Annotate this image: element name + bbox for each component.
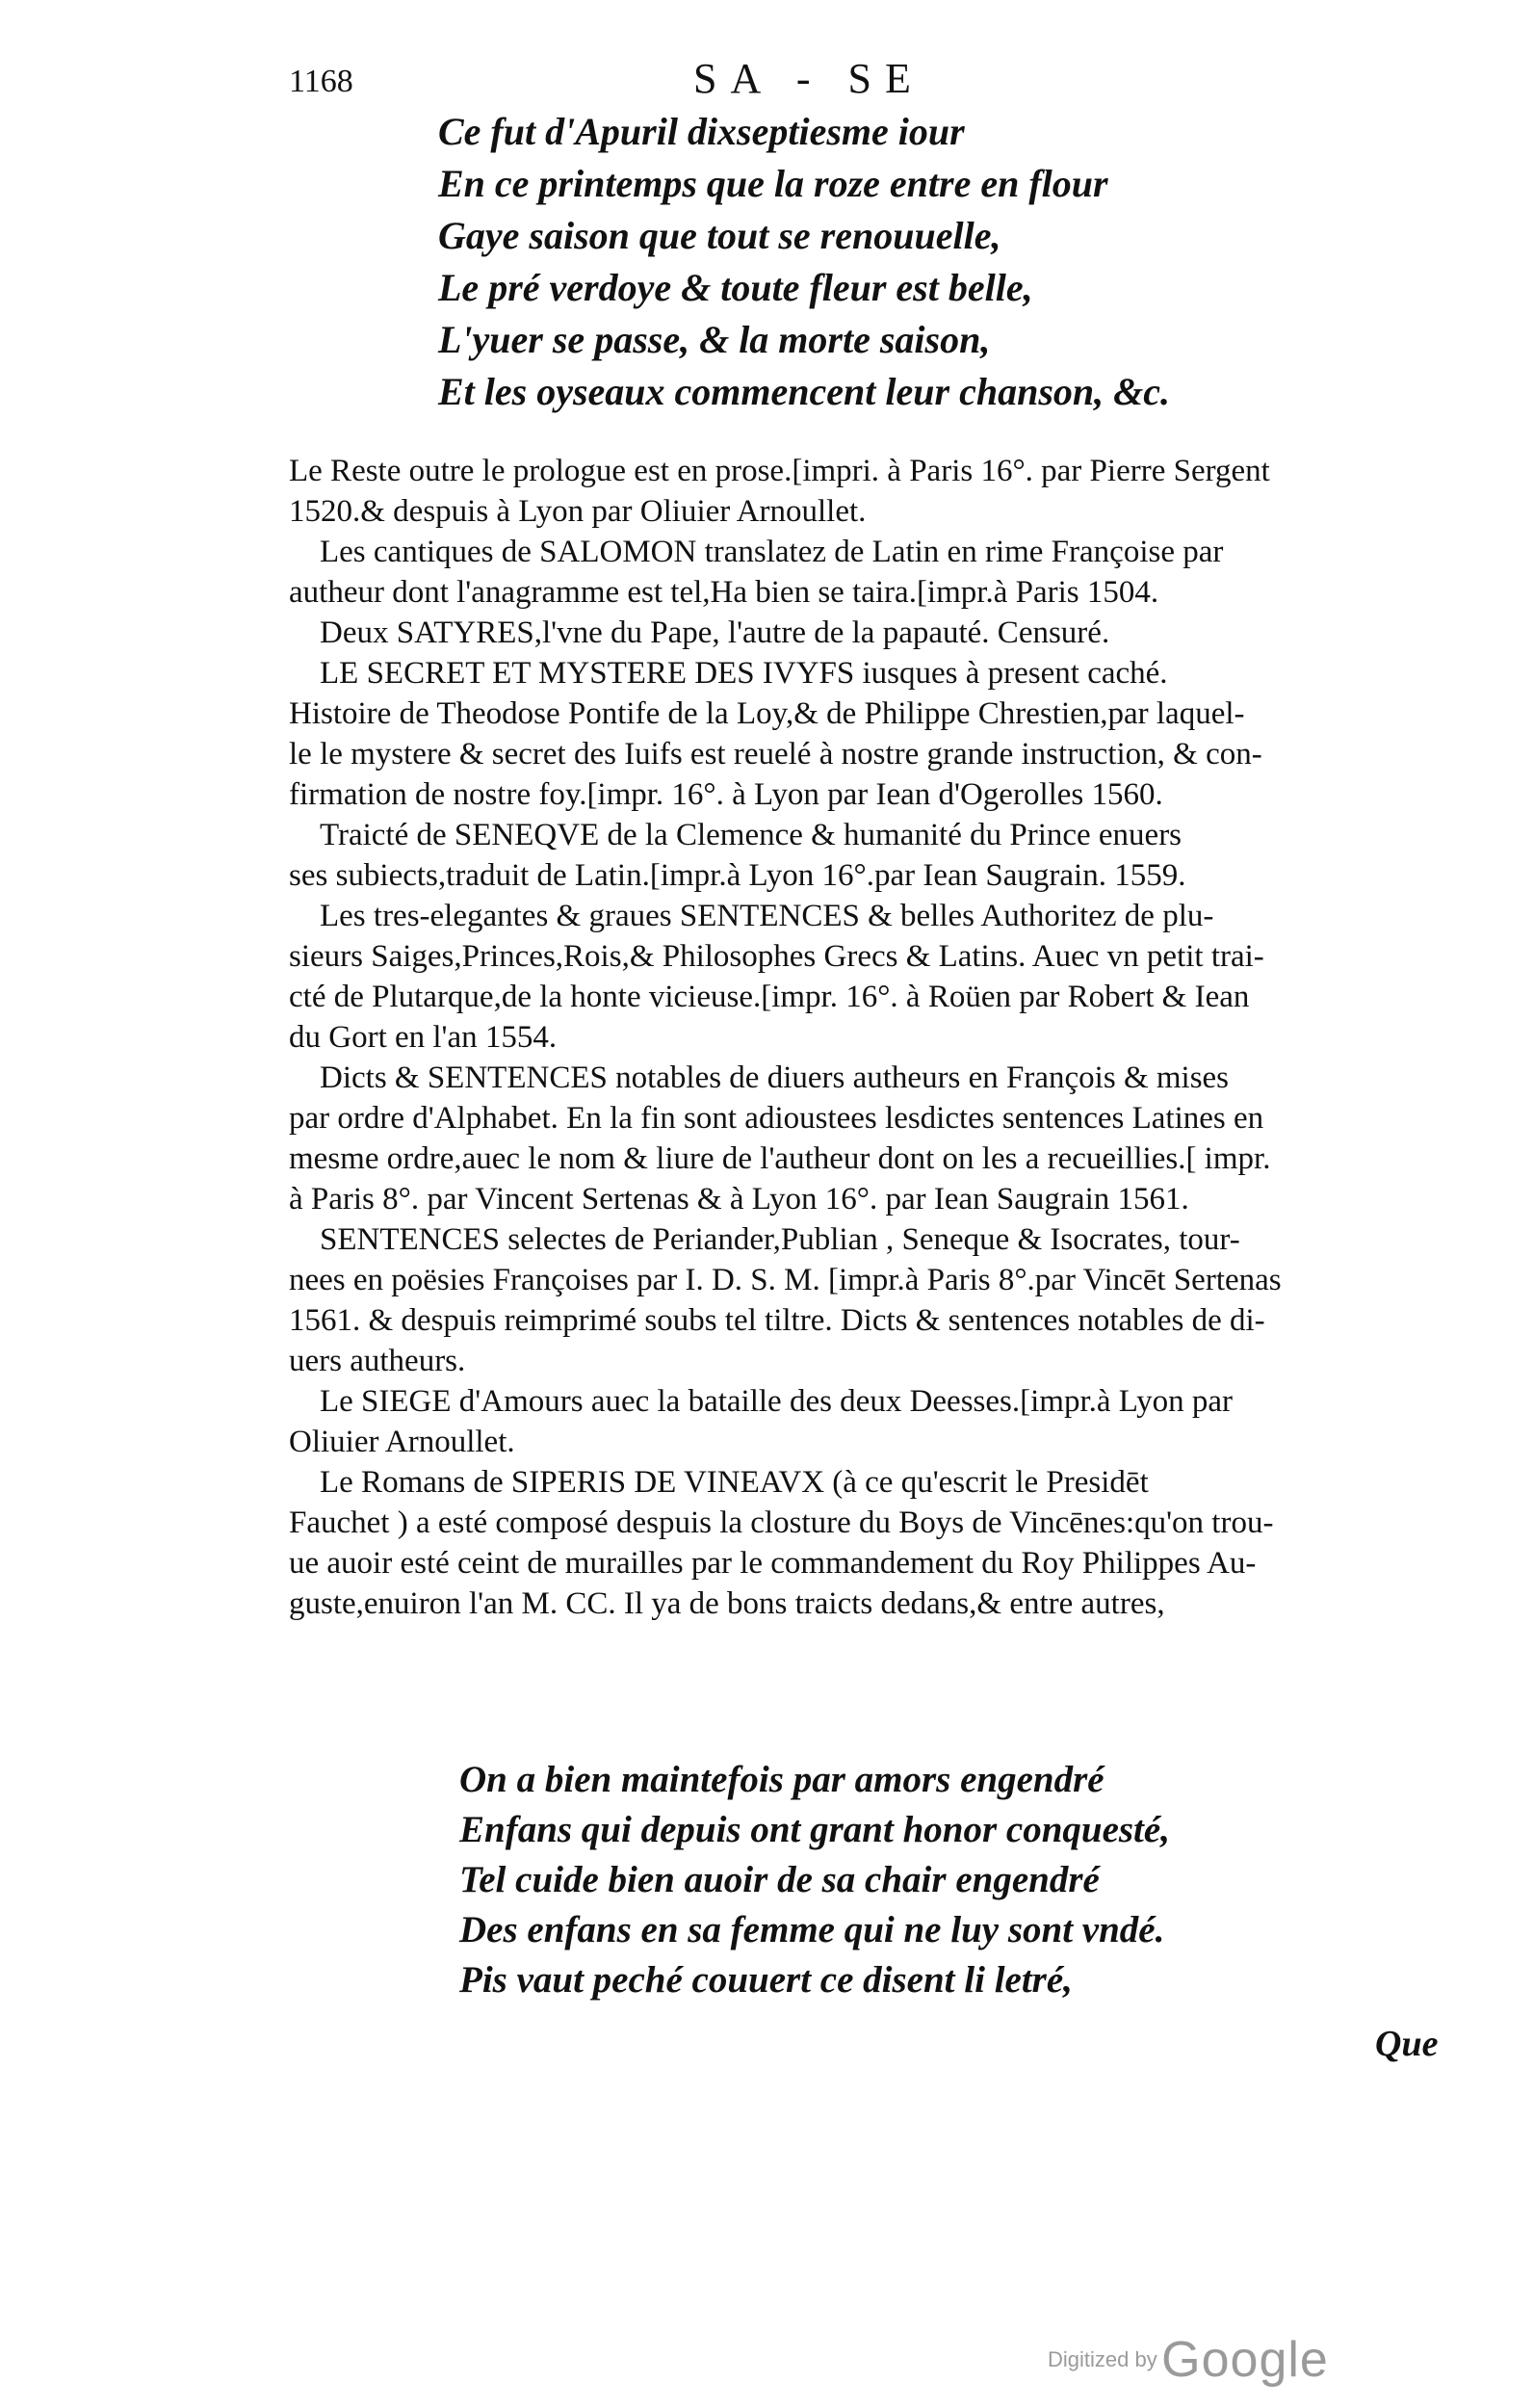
- verse-line: L'yuer se passe, & la morte saison,: [438, 318, 991, 361]
- verse-line: Pis vaut peché couuert ce disent li letré,: [459, 1959, 1073, 2001]
- digitized-watermark: [1048, 2331, 1329, 2389]
- text-line: Les cantiques de SALOMON translatez de Latin en rime Françoise par: [320, 535, 1224, 569]
- text-line: Le SIEGE d'Amours auec la bataille des deux Deesses.[impr.à Lyon par: [320, 1384, 1233, 1419]
- text-line: par ordre d'Alphabet. En la fin sont adioustees lesdictes sentences Latines en: [289, 1101, 1264, 1136]
- text-line: 1561. & despuis reimprimé soubs tel tiltre. Dicts & sentences notables de di-: [289, 1303, 1265, 1338]
- entry-seneque: [289, 815, 1444, 896]
- body-text: [289, 451, 1444, 1624]
- text-line: Oliuier Arnoullet.: [289, 1425, 515, 1459]
- text-line: Fauchet ) a esté composé despuis la closture du Boys de Vincēnes:qu'on trou-: [289, 1505, 1274, 1540]
- text-line: sieurs Saiges,Princes,Rois,& Philosophes Grecs & Latins. Auec vn petit trai-: [289, 939, 1264, 974]
- entry-secret-iuyfs: [289, 653, 1444, 815]
- catchword: Que: [1375, 2024, 1439, 2064]
- verse-line: En ce printemps que la roze entre en flour: [438, 162, 1108, 205]
- verse-line: Tel cuide bien auoir de sa chair engendré: [459, 1859, 1100, 1900]
- google-logo-text: Google: [1161, 2332, 1329, 2388]
- text-line: cté de Plutarque,de la honte vicieuse.[impr. 16°. à Roüen par Robert & Iean: [289, 980, 1250, 1014]
- running-head: SA - SE: [693, 55, 924, 102]
- verse-line: Gaye saison que tout se renouuelle,: [438, 214, 1001, 257]
- text-line: à Paris 8°. par Vincent Sertenas & à Lyon 16°. par Iean Saugrain 1561.: [289, 1182, 1189, 1217]
- text-line: mesme ordre,auec le nom & liure de l'autheur dont on les a recueillies.[ impr.: [289, 1141, 1271, 1176]
- verse-block-opening: [438, 106, 1170, 418]
- page-number: 1168: [289, 64, 353, 99]
- verse-line: Des enfans en sa femme qui ne luy sont vndé.: [459, 1909, 1165, 1950]
- text-line: Deux SATYRES,l'vne du Pape, l'autre de la papauté. Censuré.: [320, 615, 1110, 650]
- entry-sentences-selectes: [289, 1219, 1444, 1381]
- verse-line: Ce fut d'Apuril dixseptiesme iour: [438, 110, 965, 153]
- entry-siege-amours: [289, 1381, 1444, 1462]
- entry-reste: [289, 451, 1444, 532]
- text-line: 1520.& despuis à Lyon par Oliuier Arnoullet.: [289, 494, 867, 529]
- text-line: ses subiects,traduit de Latin.[impr.à Lyon 16°.par Iean Saugrain. 1559.: [289, 858, 1186, 893]
- entry-salomon: [289, 532, 1444, 613]
- text-line: ue auoir esté ceint de murailles par le commandement du Roy Philippes Au-: [289, 1546, 1257, 1581]
- text-line: Les tres-elegantes & graues SENTENCES & belles Authoritez de plu-: [320, 899, 1214, 933]
- page-header: [289, 50, 1444, 108]
- verse-line: Enfans qui depuis ont grant honor conquesté,: [459, 1809, 1170, 1850]
- text-line: Le Reste outre le prologue est en prose.[impri. à Paris 16°. par Pierre Sergent: [289, 454, 1270, 488]
- text-line: Histoire de Theodose Pontife de la Loy,& de Philippe Chrestien,par laquel-: [289, 696, 1245, 731]
- text-line: du Gort en l'an 1554.: [289, 1020, 558, 1055]
- text-line: Le Romans de SIPERIS DE VINEAVX (à ce qu'escrit le Presidēt: [320, 1465, 1149, 1500]
- entry-siperis: [289, 1462, 1444, 1624]
- text-line: LE SECRET ET MYSTERE DES IVYFS iusques à present caché.: [320, 656, 1168, 691]
- verse-line: On a bien maintefois par amors engendré: [459, 1759, 1104, 1800]
- text-line: le le mystere & secret des Iuifs est reuelé à nostre grande instruction, & con-: [289, 737, 1262, 772]
- entry-sentences-elegantes: [289, 896, 1444, 1058]
- text-line: firmation de nostre foy.[impr. 16°. à Lyon par Iean d'Ogerolles 1560.: [289, 777, 1163, 812]
- text-line: autheur dont l'anagramme est tel,Ha bien se taira.[impr.à Paris 1504.: [289, 575, 1159, 610]
- watermark-prefix: Digitized by: [1048, 2347, 1157, 2371]
- text-line: SENTENCES selectes de Periander,Publian , Seneque & Isocrates, tour-: [320, 1222, 1240, 1257]
- text-line: nees en poësies Françoises par I. D. S. M. [impr.à Paris 8°.par Vincēt Sertenas: [289, 1263, 1282, 1297]
- verse-line: Et les oyseaux commencent leur chanson, &c.: [438, 370, 1170, 413]
- verse-line: Le pré verdoye & toute fleur est belle,: [438, 266, 1033, 309]
- verse-block-quoted: [459, 1755, 1170, 2005]
- entry-dicts-sentences: [289, 1058, 1444, 1219]
- text-line: guste,enuiron l'an M. CC. Il ya de bons traicts dedans,& entre autres,: [289, 1586, 1165, 1621]
- text-line: uers autheurs.: [289, 1344, 466, 1378]
- text-line: Dicts & SENTENCES notables de diuers autheurs en François & mises: [320, 1060, 1230, 1095]
- text-line: Traicté de SENEQVE de la Clemence & humanité du Prince enuers: [320, 818, 1182, 852]
- entry-satyres: [289, 613, 1444, 653]
